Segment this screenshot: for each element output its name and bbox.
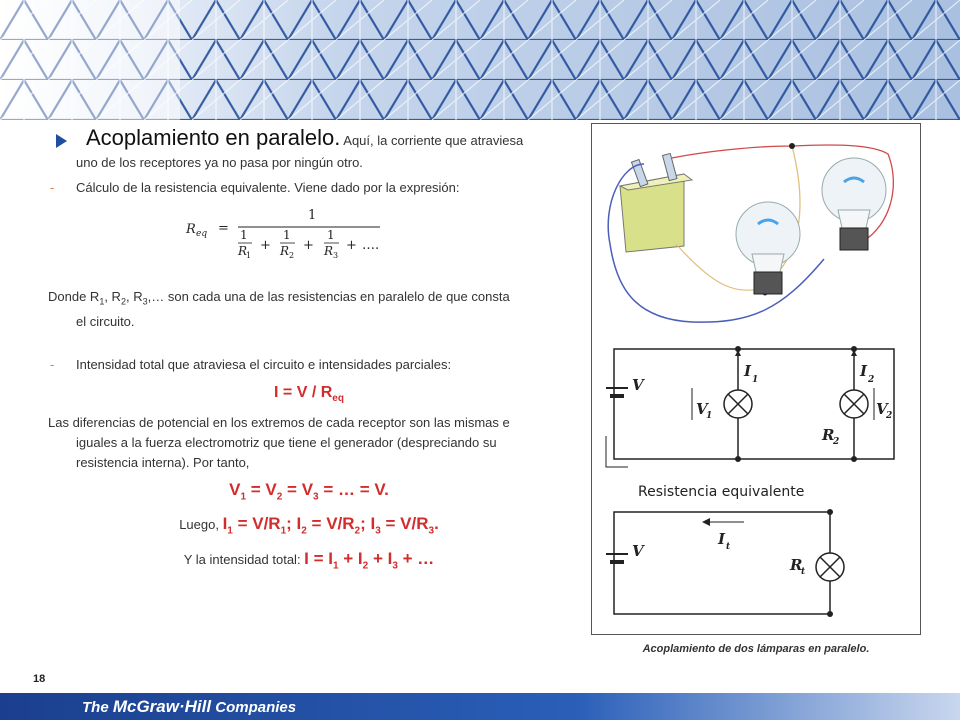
diagram-title: Resistencia equivalente (638, 484, 805, 500)
svg-text:I: I (744, 362, 752, 380)
svg-text:1: 1 (308, 208, 317, 223)
formula-luego: Luego, $I_1 = V/R_1$; $I_2 = V/R_2$; $I_3 = V/R_3$. (179, 514, 439, 537)
title-continuation: Aquí, la corriente que atraviesa (340, 133, 524, 148)
svg-text:3: 3 (333, 251, 339, 260)
list-item-resistencia: - Cálculo de la resistencia equivalente. Viene dado por la expresión: (50, 180, 460, 195)
formula-intensidad: $I = V / R_{eq}$ (274, 384, 344, 405)
svg-text:R: R (324, 244, 334, 258)
lamp-icon (822, 158, 886, 250)
formula-total: Y la intensidad total: $I = I_1 + I_2 + I_3$ + … (183, 549, 435, 572)
formula-tensiones: $V_1 = V_2 = V_3$ = … = V. (229, 480, 389, 503)
svg-text:I: I (860, 362, 868, 380)
svg-text:R: R (280, 244, 290, 258)
svg-text:R: R (790, 556, 803, 574)
footer-bar (0, 693, 960, 720)
svg-text:1: 1 (706, 411, 713, 421)
svg-text:+: + (260, 238, 271, 253)
formula-req (180, 205, 400, 263)
svg-text:V: V (876, 400, 888, 418)
svg-text:eq: eq (196, 229, 208, 239)
svg-text:2: 2 (868, 375, 875, 385)
svg-text:2: 2 (886, 411, 893, 421)
svg-text:V: V (696, 400, 708, 418)
svg-text:2: 2 (833, 437, 840, 447)
svg-text:+: + (303, 238, 314, 253)
svg-text:t: t (801, 567, 806, 577)
svg-text:R: R (238, 244, 248, 258)
svg-text:1: 1 (240, 228, 248, 242)
section-title: Acoplamiento en paralelo. (86, 125, 341, 150)
svg-text:V: V (632, 376, 644, 394)
svg-text:1: 1 (283, 228, 291, 242)
svg-text:1: 1 (327, 228, 335, 242)
svg-text:1: 1 (246, 251, 252, 260)
figure-caption: Acoplamiento de dos lámparas en paralelo. (642, 643, 870, 655)
footer-logo: The McGraw·Hill Companies (82, 697, 297, 716)
list-item-intensidad: - Intensidad total que atraviesa el circuito e intensidades parciales: (50, 357, 452, 372)
svg-text:t: t (726, 542, 731, 552)
page-number: 18 (33, 673, 46, 685)
title-row (48, 125, 570, 151)
circuit-equivalente (606, 512, 844, 614)
paragraph-diferencias: Las diferencias de potencial en los extremos de cada receptor son las mismas e iguales a la fuerza electromotriz que tiene el generador (despreciando su resistencia interna). Por tanto, (48, 415, 510, 470)
title-line2: uno de los receptores ya no pasa por ningún otro. (76, 155, 363, 170)
figure-parallel-lamps (591, 123, 921, 635)
paragraph-donde: Donde $R_1$, $R_2$, $R_3,\dots$ son cada una de las resistencias en paralelo de que consta el circuito. (48, 289, 510, 329)
svg-text:….: …. (362, 238, 380, 253)
play-bullet-icon (56, 134, 67, 148)
svg-text:V: V (632, 542, 644, 560)
svg-text:=: = (218, 221, 229, 236)
svg-text:+: + (346, 238, 357, 253)
svg-text:R: R (822, 426, 835, 444)
header-banner (0, 0, 960, 120)
svg-text:I: I (718, 530, 726, 548)
figure-illustration (592, 124, 920, 634)
svg-text:2: 2 (289, 251, 295, 260)
svg-text:1: 1 (752, 375, 759, 385)
formula-lhs: R (186, 222, 196, 237)
lamp-icon (736, 202, 800, 294)
